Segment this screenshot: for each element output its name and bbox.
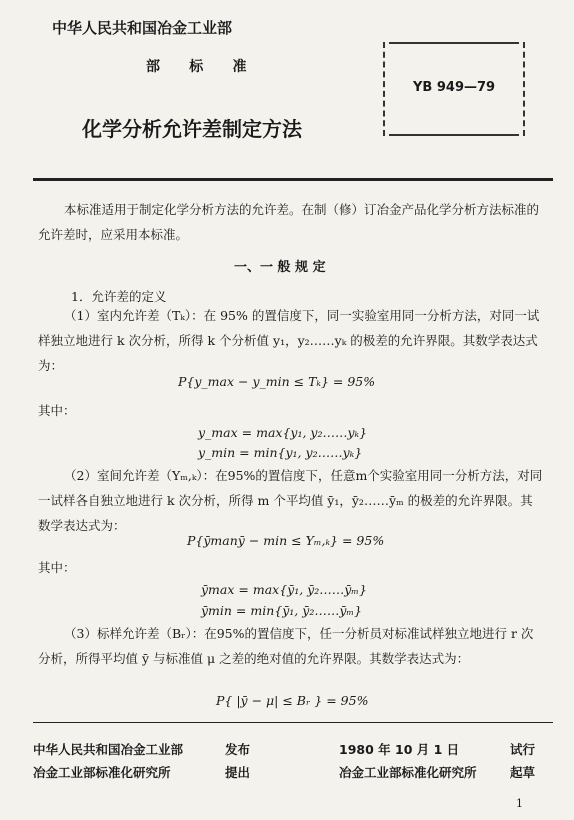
standard-type: 部 标 准 bbox=[146, 59, 247, 75]
where-label: 其中： bbox=[38, 403, 76, 418]
standard-number: YB 949—79 bbox=[413, 80, 496, 95]
footer-rule bbox=[33, 722, 553, 723]
effective-date: 1980 年 10 月 1 日 bbox=[339, 742, 460, 757]
intro-paragraph: 本标准适用于制定化学分析方法的允许差。在制（修）订冶金产品化学分析方法标准的允许差时，应采用本标准。 bbox=[38, 202, 540, 242]
where-label: 其中： bbox=[38, 560, 76, 575]
equation-mean-max: ȳmax = max{ȳ₁, ȳ₂……ȳₘ} bbox=[201, 582, 367, 597]
draft-label: 起草 bbox=[510, 765, 536, 780]
equation-max: y_max = max{y₁, y₂……yₖ} bbox=[198, 425, 368, 440]
equation-intra-lab: P{y_max − y_min ≤ Tₖ} = 95% bbox=[178, 374, 376, 389]
definition-intra-lab: （1）室内允许差（Tₖ）：在 95% 的置信度下，同一实验室用同一分析方法，对同一试样独立地进行 k 次分析，所得 k 个分析值 y₁，y₂……yₖ 的极差的允许界限。其数学表达式为： bbox=[38, 308, 540, 373]
issue-label: 发布 bbox=[225, 742, 251, 757]
equation-min: y_min = min{y₁, y₂……yₖ} bbox=[198, 445, 363, 460]
issuer-name: 中华人民共和国冶金工业部 bbox=[33, 742, 184, 757]
item-heading: 1．允许差的定义 bbox=[71, 289, 167, 304]
ministry-name: 中华人民共和国冶金工业部 bbox=[52, 19, 233, 37]
propose-label: 提出 bbox=[225, 765, 251, 780]
equation-mean-min: ȳmin = min{ȳ₁, ȳ₂……ȳₘ} bbox=[201, 603, 363, 618]
proposer-name: 冶金工业部标准化研究所 bbox=[33, 765, 171, 780]
definition-standard-sample: （3）标样允许差（Bᵣ）：在95%的置信度下，任一分析员对标准试样独立地进行 r 次分析，所得平均值 ȳ 与标准值 μ 之差的绝对值的允许界限。其数学表达式为： bbox=[38, 626, 534, 666]
definition-inter-lab: （2）室间允许差（Yₘ,ₖ）：在95%的置信度下，任意m个实验室用同一分析方法，对同一试样各自独立地进行 k 次分析，所得 m 个平均值 ȳ₁，ȳ₂……ȳₘ 的极差的允许界限。其数学表达式为： bbox=[38, 468, 543, 533]
equation-inter-lab: P{ȳmanȳ − min ≤ Yₘ,ₖ} = 95% bbox=[187, 533, 385, 548]
standard-number-box bbox=[383, 42, 525, 136]
trial-label: 试行 bbox=[510, 742, 536, 757]
equation-standard-sample: P{ |ȳ − μ| ≤ Bᵣ } = 95% bbox=[216, 693, 369, 708]
page-number: 1 bbox=[516, 797, 523, 810]
header-rule bbox=[33, 178, 553, 181]
document-title: 化学分析允许差制定方法 bbox=[82, 117, 302, 141]
drafter-name: 冶金工业部标准化研究所 bbox=[339, 765, 477, 780]
section-heading: 一、一 般 规 定 bbox=[234, 260, 326, 275]
